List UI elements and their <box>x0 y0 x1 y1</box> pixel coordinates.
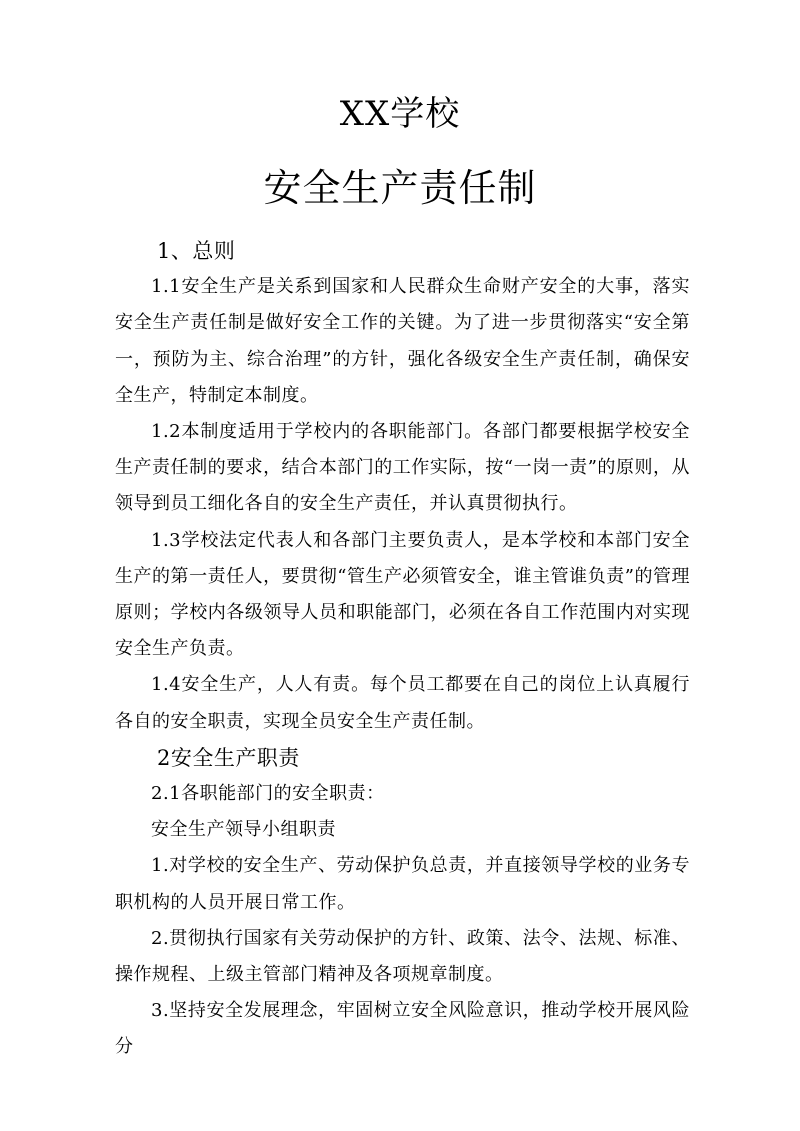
section-heading-general: 1、总则 <box>157 239 236 263</box>
school-title: XX学校 <box>339 94 461 134</box>
document-body <box>115 233 690 1066</box>
list-item-1: 1.对学校的安全生产、劳动保护负总责，并直接领导学校的业务专职机构的人员开展日常工作。 <box>115 855 690 913</box>
subheading-leadership-group: 安全生产领导小组职责 <box>151 819 336 841</box>
paragraph-2-1: 2.1各职能部门的安全职责： <box>151 783 385 805</box>
paragraph-1-1: 1.1安全生产是关系到国家和人民群众生命财产安全的大事，落实安全生产责任制是做好安全工作的关键。为了进一步贯彻落实“安全第一，预防为主、综合治理”的方针，强化各级安全生产责任制，确保安全生产，特制定本制度。 <box>115 276 690 406</box>
paragraph-1-3: 1.3学校法定代表人和各部门主要负责人，是本学校和本部门安全生产的第一责任人，要贯彻“管生产必须管安全，谁主管谁负责”的管理原则；学校内各级领导人员和职能部门，必须在各自工作范围内对实现安全生产负责。 <box>115 529 690 660</box>
document-title: 安全生产责任制 <box>263 166 537 210</box>
section-heading-duties: 2安全生产职责 <box>157 745 300 770</box>
list-item-3: 3.坚持安全发展理念，牢固树立安全风险意识，推动学校开展风险分 <box>115 1000 690 1058</box>
paragraph-1-2: 1.2本制度适用于学校内的各职能部门。各部门都要根据学校安全生产责任制的要求，结合本部门的工作实际，按“一岗一责”的原则，从领导到员工细化各自的安全生产责任，并认真贯彻执行。 <box>115 421 690 515</box>
paragraph-1-4: 1.4安全生产，人人有责。每个员工都要在自己的岗位上认真履行各自的安全职责，实现全员安全生产责任制。 <box>115 674 690 732</box>
list-item-2: 2.贯彻执行国家有关劳动保护的方针、政策、法令、法规、标准、操作规程、上级主管部门精神及各项规章制度。 <box>115 927 690 986</box>
